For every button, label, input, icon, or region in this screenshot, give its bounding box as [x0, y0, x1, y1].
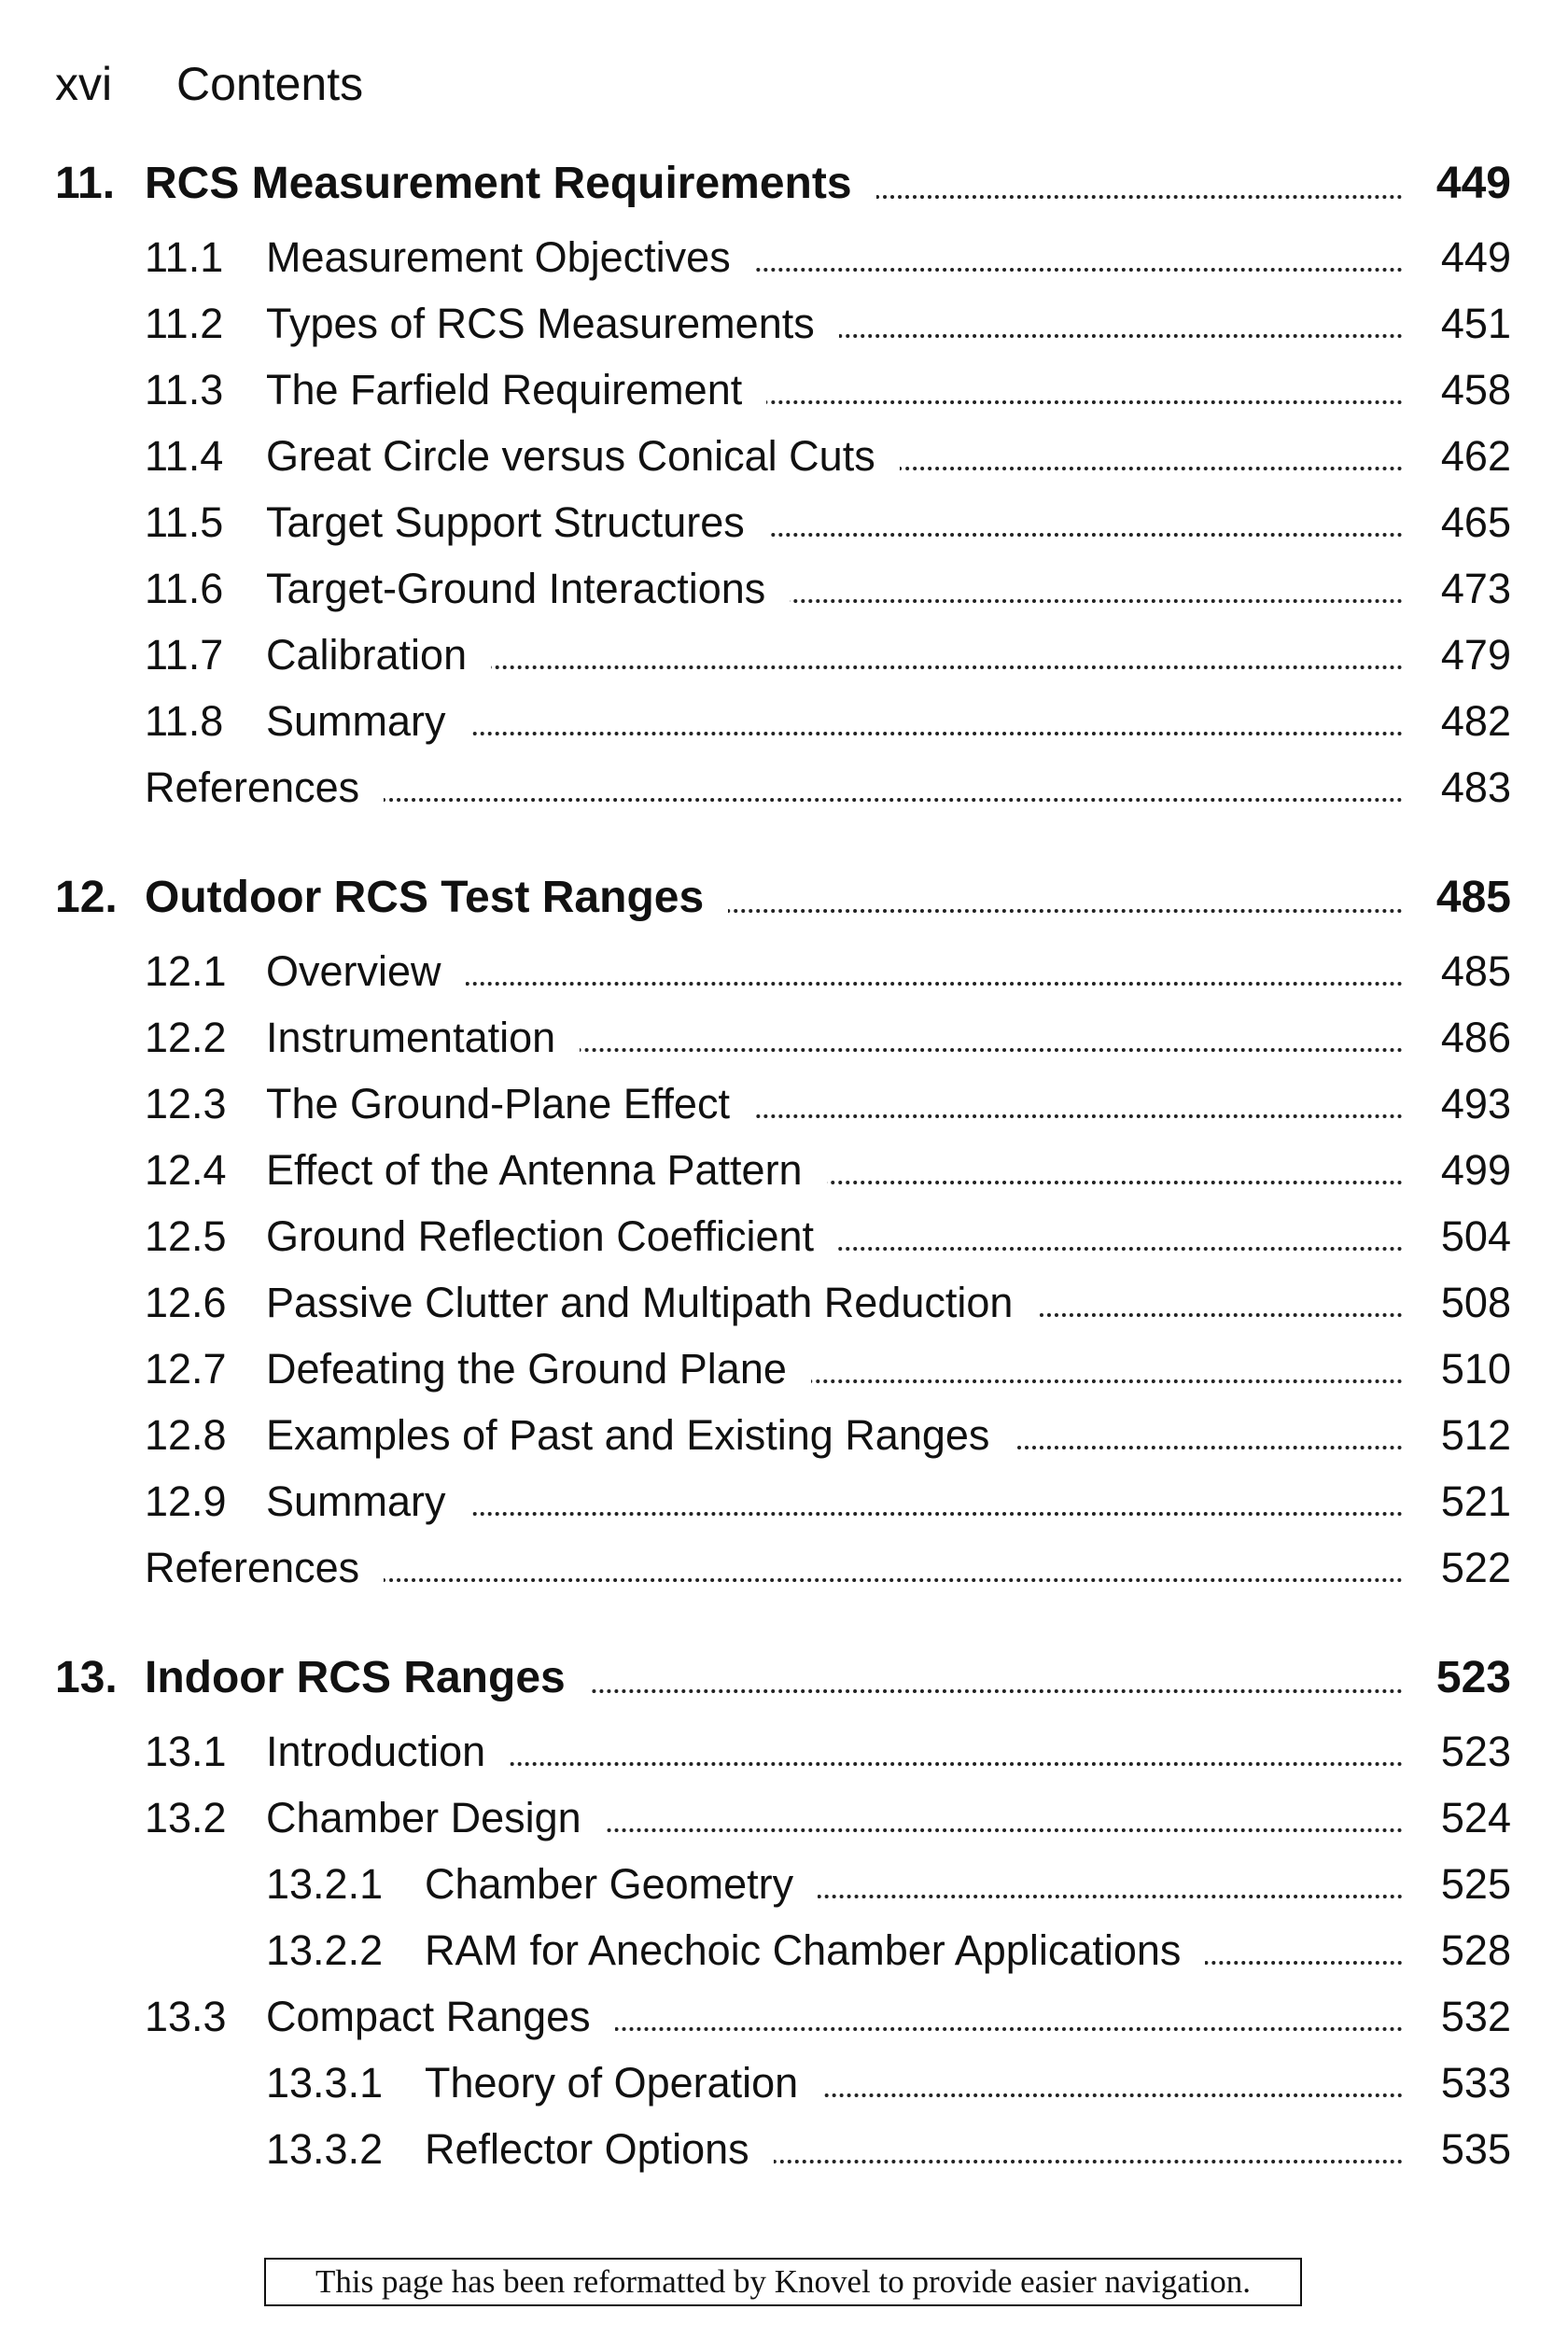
entry-title[interactable]: Chamber Geometry — [425, 1851, 818, 1917]
toc-section-entry[interactable] — [55, 357, 1511, 423]
toc-subsection-entry[interactable] — [55, 2050, 1511, 2116]
entry-page-number[interactable]: 533 — [1440, 2059, 1511, 2107]
entry-page-number[interactable]: 493 — [1440, 1080, 1511, 1127]
toc-section-entry[interactable] — [55, 1004, 1511, 1071]
entry-number: 13. — [55, 1653, 118, 1702]
toc-section-entry[interactable] — [55, 1785, 1511, 1851]
toc-references-entry[interactable] — [55, 1534, 1511, 1601]
entry-title[interactable]: Examples of Past and Existing Ranges — [266, 1402, 1014, 1468]
entry-title[interactable]: Compact Ranges — [266, 1983, 615, 2050]
toc-section-entry[interactable] — [55, 290, 1511, 357]
entry-page-number[interactable]: 451 — [1440, 300, 1511, 347]
toc-subsection-entry[interactable] — [55, 1851, 1511, 1917]
entry-title[interactable]: Target Support Structures — [266, 489, 769, 555]
entry-page-number[interactable]: 482 — [1440, 697, 1511, 745]
toc-references-entry[interactable] — [55, 754, 1511, 820]
entry-number: 11.8 — [145, 697, 224, 745]
entry-page-number[interactable]: 523 — [1440, 1728, 1511, 1775]
running-head — [55, 56, 363, 112]
toc-chapter-entry[interactable] — [55, 144, 1511, 224]
entry-title[interactable]: References — [145, 754, 384, 820]
entry-title[interactable]: Measurement Objectives — [266, 224, 755, 290]
toc-section-entry[interactable] — [55, 688, 1511, 754]
toc-section-entry[interactable] — [55, 1402, 1511, 1468]
table-of-contents — [55, 144, 1511, 2182]
entry-page-number[interactable]: 535 — [1440, 2125, 1511, 2173]
entry-number: 11. — [55, 159, 116, 208]
entry-page-number[interactable]: 508 — [1440, 1279, 1511, 1326]
entry-page-number[interactable]: 483 — [1440, 763, 1511, 811]
entry-page-number[interactable]: 504 — [1440, 1212, 1511, 1260]
entry-title[interactable]: Target-Ground Interactions — [266, 555, 790, 622]
entry-title[interactable]: RAM for Anechoic Chamber Applications — [425, 1917, 1205, 1983]
entry-number: 12.4 — [145, 1146, 227, 1194]
entry-number: 11.3 — [145, 366, 224, 413]
entry-title[interactable]: Summary — [266, 1468, 470, 1534]
entry-title[interactable]: Effect of the Antenna Pattern — [266, 1137, 827, 1203]
toc-subsection-entry[interactable] — [55, 1917, 1511, 1983]
chapter-spacer — [55, 820, 1511, 858]
entry-title[interactable]: Theory of Operation — [425, 2050, 822, 2116]
entry-number: 12.7 — [145, 1345, 227, 1393]
entry-title[interactable]: The Farfield Requirement — [266, 357, 766, 423]
entry-title[interactable]: References — [145, 1534, 384, 1601]
entry-number: 12.3 — [145, 1080, 227, 1127]
toc-section-entry[interactable] — [55, 423, 1511, 489]
entry-number: 12.6 — [145, 1279, 227, 1326]
entry-title[interactable]: Great Circle versus Conical Cuts — [266, 423, 900, 489]
toc-section-entry[interactable] — [55, 1718, 1511, 1785]
entry-number: 11.7 — [145, 631, 224, 679]
toc-chapter-entry[interactable] — [55, 858, 1511, 938]
entry-number: 13.1 — [145, 1728, 227, 1775]
entry-page-number[interactable]: 485 — [1440, 947, 1511, 995]
entry-page-number[interactable]: 479 — [1440, 631, 1511, 679]
entry-page-number[interactable]: 465 — [1440, 498, 1511, 546]
entry-title[interactable]: Indoor RCS Ranges — [145, 1638, 590, 1718]
entry-page-number[interactable]: 524 — [1440, 1794, 1511, 1841]
entry-page-number[interactable]: 528 — [1440, 1926, 1511, 1974]
entry-number: 13.2.2 — [266, 1926, 384, 1974]
entry-number: 12. — [55, 873, 118, 922]
toc-section-entry[interactable] — [55, 1203, 1511, 1269]
entry-page-number[interactable]: 525 — [1440, 1860, 1511, 1908]
toc-section-entry[interactable] — [55, 938, 1511, 1004]
entry-number: 13.3 — [145, 1993, 227, 2040]
toc-subsection-entry[interactable] — [55, 2116, 1511, 2182]
entry-page-number[interactable]: 462 — [1440, 432, 1511, 480]
entry-page-number[interactable]: 449 — [1440, 233, 1511, 281]
entry-page-number[interactable]: 510 — [1440, 1345, 1511, 1393]
entry-title[interactable]: RCS Measurement Requirements — [145, 144, 876, 224]
entry-title[interactable]: Chamber Design — [266, 1785, 606, 1851]
toc-section-entry[interactable] — [55, 1137, 1511, 1203]
entry-number: 11.5 — [145, 498, 224, 546]
entry-page-number[interactable]: 522 — [1440, 1544, 1511, 1591]
entry-number: 11.6 — [145, 565, 224, 612]
entry-title[interactable]: Passive Clutter and Multipath Reduction — [266, 1269, 1037, 1336]
page-number: xvi — [55, 58, 113, 110]
entry-title[interactable]: Types of RCS Measurements — [266, 290, 839, 357]
entry-number: 11.2 — [145, 300, 224, 347]
entry-page-number[interactable]: 473 — [1440, 565, 1511, 612]
entry-number: 12.5 — [145, 1212, 227, 1260]
entry-title[interactable]: Reflector Options — [425, 2116, 774, 2182]
reformat-notice: This page has been reformatted by Knovel to provide easier navigation. — [264, 2258, 1302, 2306]
toc-section-entry[interactable] — [55, 1468, 1511, 1534]
entry-number: 12.1 — [145, 947, 227, 995]
entry-page-number[interactable]: 512 — [1440, 1411, 1511, 1459]
toc-section-entry[interactable] — [55, 1983, 1511, 2050]
toc-section-entry[interactable] — [55, 1071, 1511, 1137]
toc-section-entry[interactable] — [55, 555, 1511, 622]
entry-number: 11.4 — [145, 432, 224, 480]
entry-number: 12.9 — [145, 1477, 227, 1525]
toc-section-entry[interactable] — [55, 224, 1511, 290]
toc-section-entry[interactable] — [55, 1269, 1511, 1336]
entry-title[interactable]: Introduction — [266, 1718, 510, 1785]
entry-number: 12.2 — [145, 1014, 227, 1061]
entry-number: 13.2 — [145, 1794, 227, 1841]
entry-number: 13.3.1 — [266, 2059, 384, 2107]
entry-title[interactable]: Ground Reflection Coefficient — [266, 1203, 838, 1269]
entry-page-number[interactable]: 523 — [1435, 1653, 1511, 1702]
toc-section-entry[interactable] — [55, 1336, 1511, 1402]
entry-page-number[interactable]: 458 — [1440, 366, 1511, 413]
entry-page-number[interactable]: 499 — [1440, 1146, 1511, 1194]
entry-page-number[interactable]: 449 — [1435, 159, 1511, 208]
entry-number: 12.8 — [145, 1411, 227, 1459]
entry-number: 13.3.2 — [266, 2125, 384, 2173]
entry-title[interactable]: Outdoor RCS Test Ranges — [145, 858, 728, 938]
running-title: Contents — [176, 58, 364, 110]
entry-page-number[interactable]: 521 — [1440, 1477, 1511, 1525]
entry-title[interactable]: The Ground-Plane Effect — [266, 1071, 754, 1137]
entry-page-number[interactable]: 532 — [1440, 1993, 1511, 2040]
entry-title[interactable]: Summary — [266, 688, 470, 754]
entry-page-number[interactable]: 485 — [1435, 873, 1511, 922]
entry-number: 13.2.1 — [266, 1860, 384, 1908]
chapter-spacer — [55, 1601, 1511, 1638]
entry-page-number[interactable]: 486 — [1440, 1014, 1511, 1061]
toc-chapter-entry[interactable] — [55, 1638, 1511, 1718]
entry-title[interactable]: Overview — [266, 938, 466, 1004]
toc-section-entry[interactable] — [55, 622, 1511, 688]
entry-title[interactable]: Instrumentation — [266, 1004, 580, 1071]
entry-number: 11.1 — [145, 233, 224, 281]
entry-title[interactable]: Calibration — [266, 622, 491, 688]
toc-section-entry[interactable] — [55, 489, 1511, 555]
entry-title[interactable]: Defeating the Ground Plane — [266, 1336, 811, 1402]
